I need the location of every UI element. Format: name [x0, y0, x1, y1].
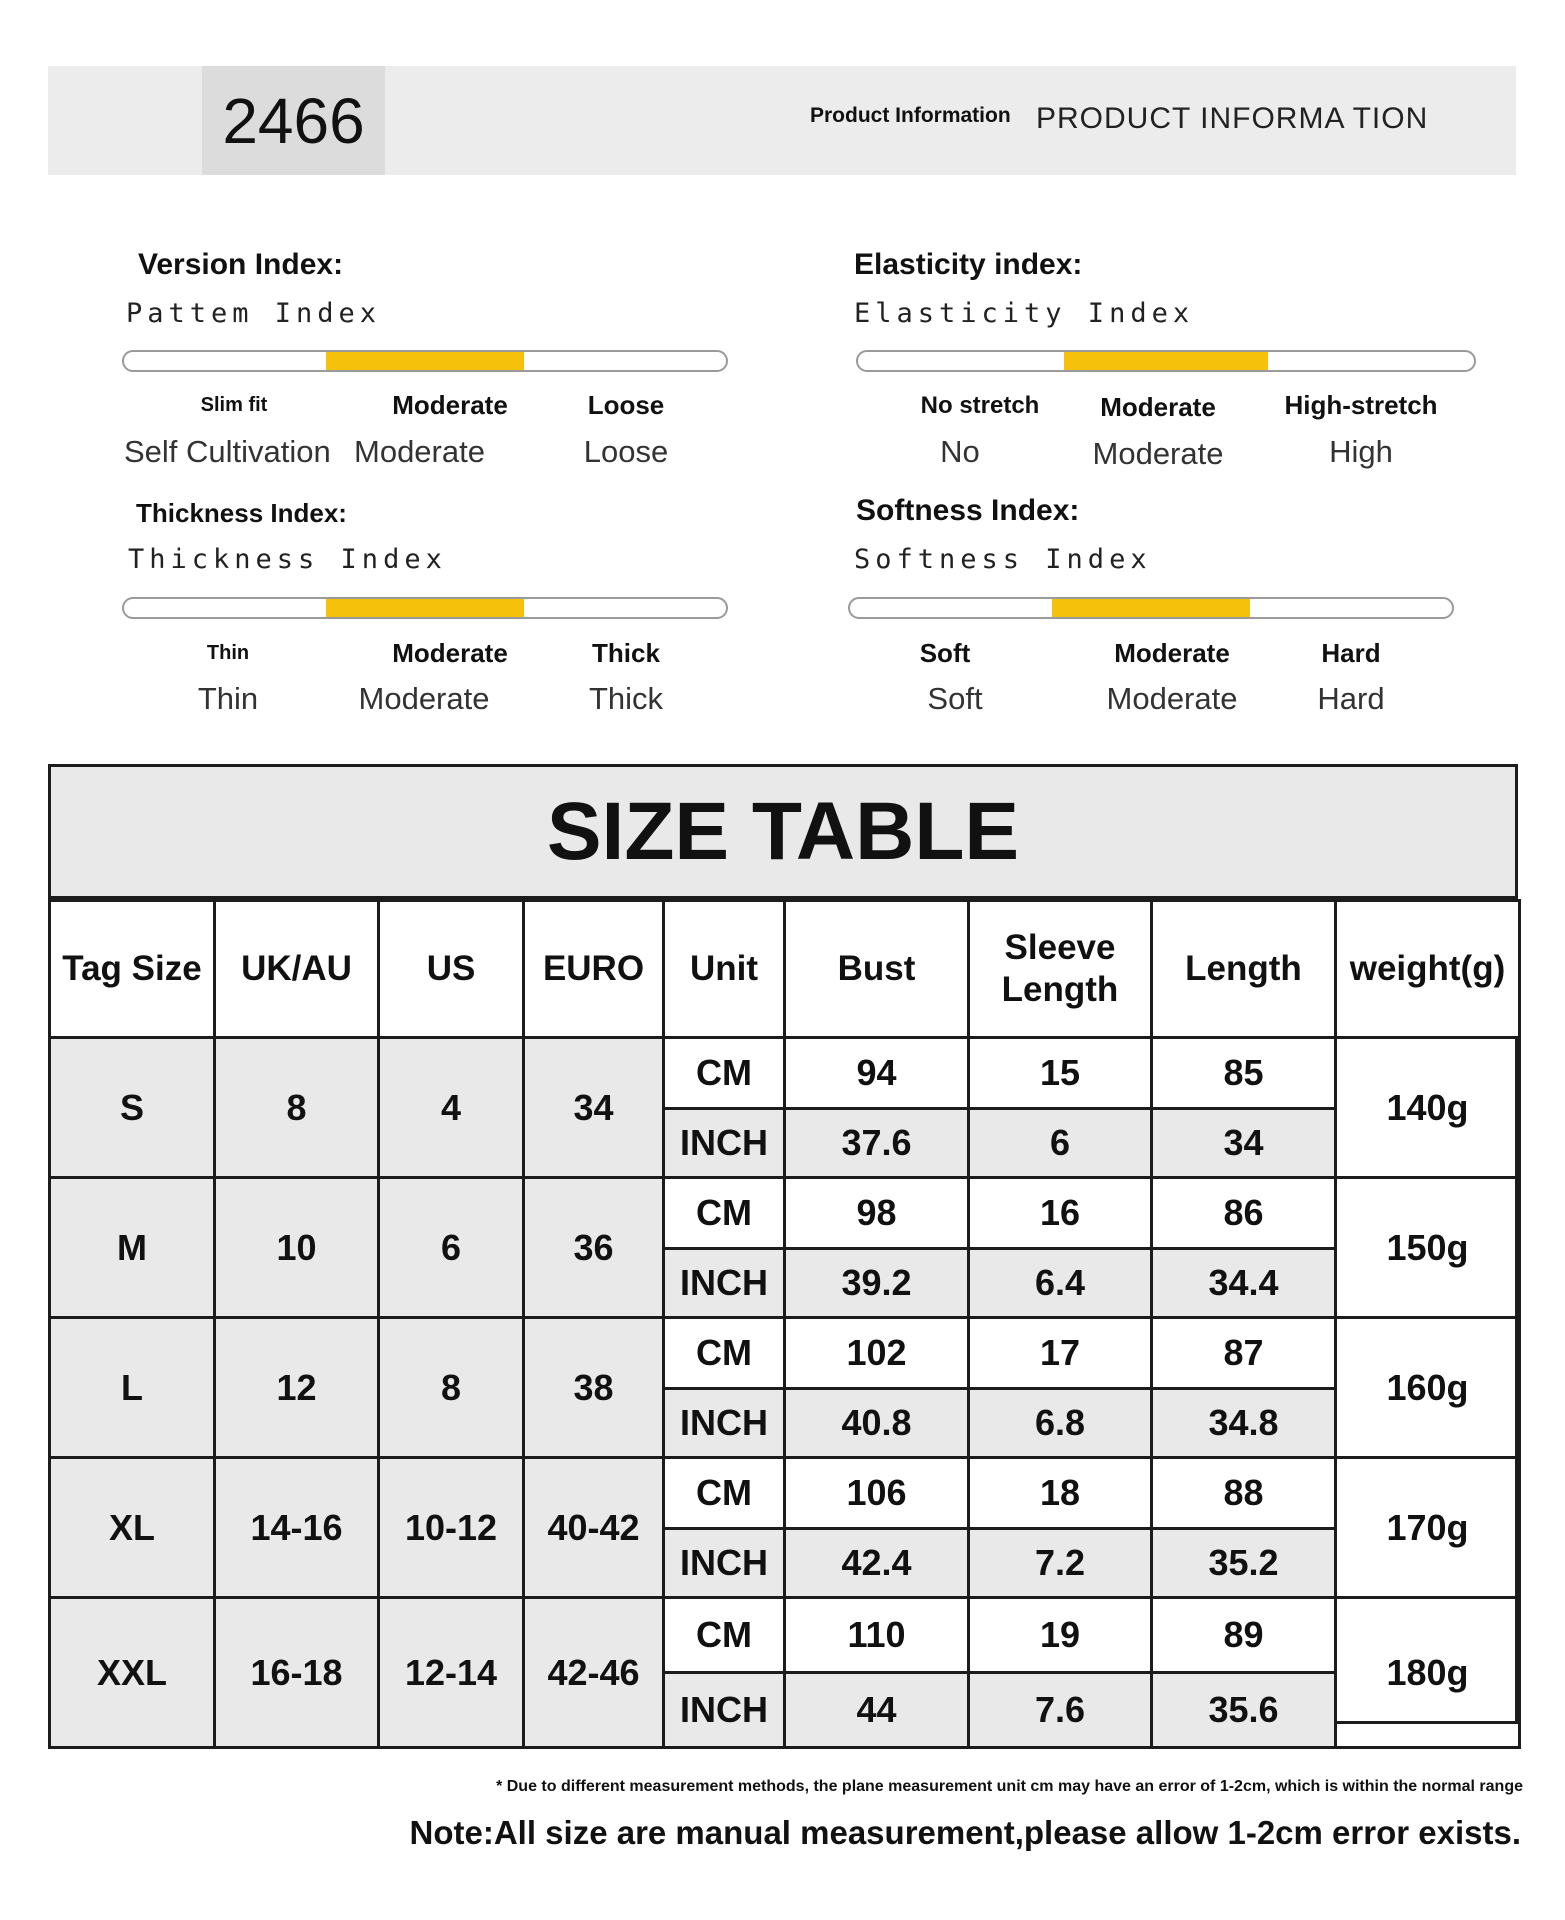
cell-tag-size: M — [50, 1178, 215, 1318]
elasticity-trans-high: High — [1329, 434, 1393, 469]
cell-euro: 42-46 — [524, 1598, 664, 1748]
product-info-label: Product Information — [810, 104, 1011, 127]
header-bust: Bust — [785, 901, 969, 1038]
thickness-label-thin: Thin — [206, 642, 250, 664]
header-weight: weight(g) — [1336, 901, 1520, 1038]
cell-sleeve-cm: 18 — [969, 1458, 1152, 1529]
version-index-bar — [122, 350, 728, 372]
header-sleeve-length: Sleeve Length — [969, 901, 1152, 1038]
cell-uk-au: 10 — [215, 1178, 379, 1318]
cell-unit-inch: INCH — [664, 1529, 785, 1598]
cell-sleeve-cm: 17 — [969, 1318, 1152, 1389]
product-info-heading: PRODUCT INFORMA TION — [1036, 102, 1429, 135]
cell-bust-cm: 98 — [785, 1178, 969, 1249]
header-unit: Unit — [664, 901, 785, 1038]
cell-length-inch: 34.4 — [1152, 1249, 1336, 1318]
size-table-title: SIZE TABLE — [51, 767, 1515, 899]
measurement-footnote: * Due to different measurement methods, the plane measurement unit cm may have an error of 1-2cm, which is within the normal range — [496, 1778, 1523, 1795]
cell-length-cm: 87 — [1152, 1318, 1336, 1389]
cell-sleeve-cm: 15 — [969, 1038, 1152, 1109]
cell-uk-au: 16-18 — [215, 1598, 379, 1748]
header-length: Length — [1152, 901, 1336, 1038]
softness-label-soft: Soft — [919, 638, 971, 668]
thickness-trans-moderate: Moderate — [358, 681, 490, 716]
cell-euro: 36 — [524, 1178, 664, 1318]
softness-index-bar — [848, 597, 1454, 619]
version-label-slim: Slim fit — [200, 394, 268, 416]
cell-bust-cm: 110 — [785, 1598, 969, 1673]
softness-label-moderate: Moderate — [1114, 638, 1230, 668]
softness-index-title: Softness Index: — [856, 494, 1080, 527]
cell-tag-size: L — [50, 1318, 215, 1458]
cell-weight: 180g — [1336, 1598, 1520, 1748]
elasticity-index-bar-fill — [1064, 352, 1267, 370]
softness-trans-moderate: Moderate — [1106, 681, 1238, 716]
cell-unit-inch: INCH — [664, 1673, 785, 1748]
cell-sleeve-inch: 6.8 — [969, 1389, 1152, 1458]
header-euro: EURO — [524, 901, 664, 1038]
cell-sleeve-inch: 7.2 — [969, 1529, 1152, 1598]
cell-weight: 150g — [1336, 1178, 1520, 1318]
header-uk-au: UK/AU — [215, 901, 379, 1038]
header-tag-size: Tag Size — [50, 901, 215, 1038]
table-row — [50, 1038, 1520, 1109]
cell-uk-au: 12 — [215, 1318, 379, 1458]
cell-length-inch: 35.2 — [1152, 1529, 1336, 1598]
cell-length-cm: 89 — [1152, 1598, 1336, 1673]
cell-unit-cm: CM — [664, 1318, 785, 1389]
softness-trans-soft: Soft — [927, 681, 983, 716]
version-trans-moderate: Moderate — [354, 434, 485, 469]
cell-unit-inch: INCH — [664, 1249, 785, 1318]
header-us: US — [379, 901, 524, 1038]
thickness-index-bar — [122, 597, 728, 619]
cell-weight: 160g — [1336, 1318, 1520, 1458]
softness-index-bar-fill — [1052, 599, 1251, 617]
cell-bust-cm: 94 — [785, 1038, 969, 1109]
table-row — [50, 1318, 1520, 1389]
version-index-subtitle: Pattem Index — [126, 298, 382, 329]
cell-bust-cm: 102 — [785, 1318, 969, 1389]
cell-tag-size: XL — [50, 1458, 215, 1598]
cell-bust-cm: 106 — [785, 1458, 969, 1529]
cell-length-cm: 88 — [1152, 1458, 1336, 1529]
version-label-loose: Loose — [587, 390, 665, 420]
cell-uk-au: 14-16 — [215, 1458, 379, 1598]
thickness-label-moderate: Moderate — [392, 638, 508, 668]
version-trans-loose: Loose — [583, 434, 669, 469]
cell-length-inch: 34 — [1152, 1109, 1336, 1178]
thickness-index-subtitle: Thickness Index — [128, 544, 447, 575]
version-label-moderate: Moderate — [392, 390, 508, 420]
cell-bust-inch: 37.6 — [785, 1109, 969, 1178]
cell-length-inch: 35.6 — [1152, 1673, 1336, 1748]
thickness-trans-thick: Thick — [588, 681, 664, 716]
cell-sleeve-cm: 19 — [969, 1598, 1152, 1673]
cell-unit-cm: CM — [664, 1038, 785, 1109]
elasticity-index-title: Elasticity index: — [854, 248, 1083, 281]
cell-unit-cm: CM — [664, 1598, 785, 1673]
elasticity-index-subtitle: Elasticity Index — [854, 298, 1195, 329]
cell-unit-cm: CM — [664, 1178, 785, 1249]
cell-sleeve-inch: 6 — [969, 1109, 1152, 1178]
measurement-note: Note:All size are manual measurement,please allow 1-2cm error exists. — [409, 1814, 1521, 1851]
elasticity-index-bar — [856, 350, 1476, 372]
cell-unit-cm: CM — [664, 1458, 785, 1529]
elasticity-trans-no: No — [940, 434, 980, 469]
version-index-bar-fill — [326, 352, 525, 370]
version-index-title: Version Index: — [138, 248, 344, 281]
cell-us: 10-12 — [379, 1458, 524, 1598]
cell-euro: 38 — [524, 1318, 664, 1458]
cell-weight: 140g — [1336, 1038, 1520, 1178]
cell-sleeve-cm: 16 — [969, 1178, 1152, 1249]
cell-length-inch: 34.8 — [1152, 1389, 1336, 1458]
thickness-label-thick: Thick — [592, 638, 660, 668]
cell-sleeve-inch: 7.6 — [969, 1673, 1152, 1748]
thickness-trans-thin: Thin — [197, 681, 259, 716]
elasticity-label-moderate: Moderate — [1100, 392, 1216, 422]
cell-uk-au: 8 — [215, 1038, 379, 1178]
cell-sleeve-inch: 6.4 — [969, 1249, 1152, 1318]
table-row — [50, 1598, 1520, 1673]
thickness-index-title: Thickness Index: — [136, 498, 347, 528]
cell-weight: 170g — [1336, 1458, 1520, 1598]
cell-bust-inch: 42.4 — [785, 1529, 969, 1598]
cell-us: 12-14 — [379, 1598, 524, 1748]
size-table — [48, 899, 1521, 1749]
softness-trans-hard: Hard — [1317, 681, 1385, 716]
cell-bust-inch: 40.8 — [785, 1389, 969, 1458]
table-row — [50, 1458, 1520, 1529]
cell-length-cm: 85 — [1152, 1038, 1336, 1109]
cell-unit-inch: INCH — [664, 1389, 785, 1458]
cell-tag-size: XXL — [50, 1598, 215, 1748]
cell-euro: 40-42 — [524, 1458, 664, 1598]
size-table-header-row — [50, 901, 1520, 1038]
product-code: 2466 — [202, 66, 385, 175]
elasticity-label-high-stretch: High-stretch — [1284, 390, 1438, 420]
cell-length-cm: 86 — [1152, 1178, 1336, 1249]
cell-bust-inch: 44 — [785, 1673, 969, 1748]
cell-tag-size: S — [50, 1038, 215, 1178]
cell-unit-inch: INCH — [664, 1109, 785, 1178]
elasticity-label-no-stretch: No stretch — [920, 392, 1040, 419]
table-row — [50, 1178, 1520, 1249]
thickness-index-bar-fill — [326, 599, 525, 617]
cell-bust-inch: 39.2 — [785, 1249, 969, 1318]
cell-euro: 34 — [524, 1038, 664, 1178]
cell-us: 6 — [379, 1178, 524, 1318]
cell-us: 4 — [379, 1038, 524, 1178]
softness-label-hard: Hard — [1321, 638, 1381, 668]
cell-us: 8 — [379, 1318, 524, 1458]
version-trans-slim: Self Cultivation — [124, 434, 331, 469]
elasticity-trans-moderate: Moderate — [1092, 436, 1224, 471]
softness-index-subtitle: Softness Index — [854, 544, 1152, 575]
